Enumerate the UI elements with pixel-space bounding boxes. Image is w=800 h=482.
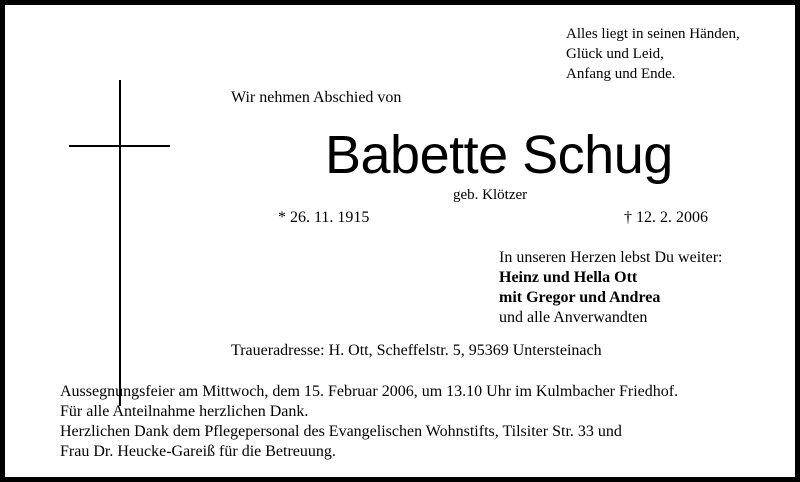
motto-line: Glück und Leid,: [566, 46, 664, 62]
cross-horizontal-bar: [69, 145, 170, 147]
mourners-name: mit Gregor und Andrea: [499, 289, 661, 306]
maiden-name: geb. Klötzer: [453, 187, 528, 203]
footer-line: Für alle Anteilnahme herzlichen Dank.: [60, 403, 309, 420]
mourners-line: In unseren Herzen lebst Du weiter:: [499, 249, 723, 266]
deceased-name: Babette Schug: [325, 125, 673, 185]
mourners-line: und alle Anverwandten: [499, 309, 648, 326]
mourners-name: Heinz und Hella Ott: [499, 269, 638, 286]
mourning-address: Traueradresse: H. Ott, Scheffelstr. 5, 95369 Untersteinach: [231, 342, 602, 359]
cross-vertical-bar: [119, 80, 121, 406]
death-date: † 12. 2. 2006: [624, 209, 708, 226]
intro-text: Wir nehmen Abschied von: [231, 89, 402, 106]
footer-line: Frau Dr. Heucke-Gareiß für die Betreuung.: [60, 443, 336, 460]
birth-date: * 26. 11. 1915: [278, 209, 370, 226]
motto-line: Alles liegt in seinen Händen,: [566, 26, 740, 42]
motto-line: Anfang und Ende.: [566, 66, 676, 82]
footer-line: Herzlichen Dank dem Pflegepersonal des Evangelischen Wohnstifts, Tilsiter Str. 33 und: [60, 423, 622, 440]
footer-line: Aussegnungsfeier am Mittwoch, dem 15. Februar 2006, um 13.10 Uhr im Kulmbacher Friedhof.: [60, 383, 679, 400]
